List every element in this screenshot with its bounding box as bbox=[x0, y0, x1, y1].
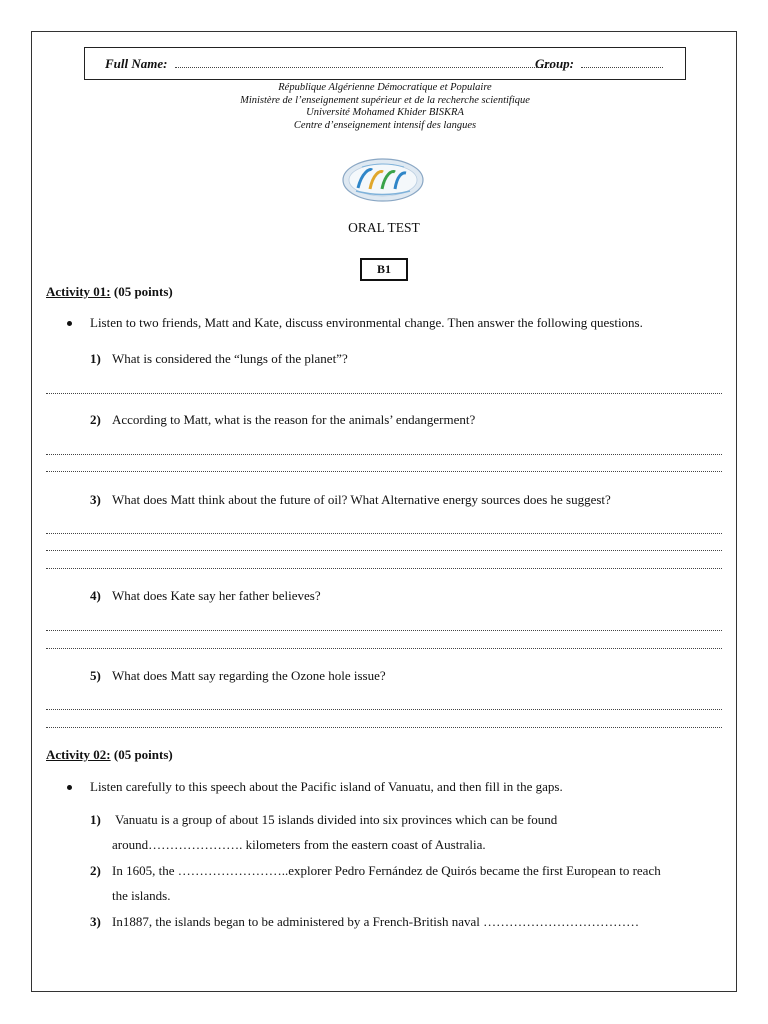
gap-item-1 bbox=[90, 807, 730, 857]
name-group-box bbox=[84, 47, 686, 80]
answer-line[interactable] bbox=[46, 709, 722, 710]
question-number: 1) bbox=[90, 351, 101, 366]
gap-item-text: Vanuatu is a group of about 15 islands divided into six provinces which can be found bbox=[112, 812, 558, 827]
group-label: Group: bbox=[535, 56, 575, 71]
gap-item-text[interactable]: In 1605, the ……………………..explorer Pedro Fernández de Quirós became the first European to reach bbox=[112, 863, 661, 878]
gap-item-text-continued: the islands. bbox=[112, 888, 171, 903]
answer-line[interactable] bbox=[46, 533, 722, 534]
test-title: ORAL TEST bbox=[348, 220, 420, 235]
activity-02-heading bbox=[46, 747, 173, 763]
gap-item-number: 3) bbox=[90, 914, 101, 929]
answer-line[interactable] bbox=[46, 550, 722, 551]
bullet-icon bbox=[67, 321, 72, 326]
answer-line[interactable] bbox=[46, 727, 722, 728]
question-number: 2) bbox=[90, 412, 101, 427]
activity-01-instruction: Listen to two friends, Matt and Kate, discuss environmental change. Then answer the following questions. bbox=[90, 315, 643, 330]
level-badge: B1 bbox=[360, 258, 408, 281]
answer-line[interactable] bbox=[46, 630, 722, 631]
question-5 bbox=[90, 668, 386, 684]
institution-line: Centre d’enseignement intensif des langues bbox=[293, 119, 477, 131]
gap-item-2 bbox=[90, 858, 730, 908]
question-number: 5) bbox=[90, 668, 101, 683]
institution-header bbox=[84, 82, 686, 132]
question-4 bbox=[90, 588, 321, 604]
activity-01-points: (05 points) bbox=[113, 284, 173, 299]
activity-02-title: Activity 02: bbox=[46, 747, 111, 762]
activity-02-instruction: Listen carefully to this speech about the Pacific island of Vanuatu, and then fill in the gaps. bbox=[90, 779, 563, 794]
ceil-logo-icon bbox=[342, 158, 424, 202]
gap-item-number: 2) bbox=[90, 863, 101, 878]
activity-02-points: (05 points) bbox=[113, 747, 173, 762]
gap-item-text[interactable]: In1887, the islands began to be administered by a French-British naval ……………………………… bbox=[112, 914, 640, 929]
institution-line: République Algérienne Démocratique et Populaire bbox=[278, 82, 492, 93]
full-name-label: Full Name: bbox=[105, 56, 168, 71]
question-number: 3) bbox=[90, 492, 101, 507]
answer-line[interactable] bbox=[46, 454, 722, 455]
question-3 bbox=[90, 492, 611, 508]
gap-item-3 bbox=[90, 909, 730, 934]
question-text: What is considered the “lungs of the planet”? bbox=[112, 351, 348, 366]
question-text: According to Matt, what is the reason for the animals’ endangerment? bbox=[112, 412, 476, 427]
answer-line[interactable] bbox=[46, 648, 722, 649]
answer-line[interactable] bbox=[46, 568, 722, 569]
institution-line: Université Mohamed Khider BISKRA bbox=[306, 107, 464, 118]
activity-01-title: Activity 01: bbox=[46, 284, 111, 299]
institution-line: Ministère de l’enseignement supérieur et de la recherche scientifique bbox=[240, 94, 530, 106]
answer-line[interactable] bbox=[46, 393, 722, 394]
activity-01-heading bbox=[46, 284, 173, 300]
bullet-icon bbox=[67, 785, 72, 790]
gap-item-number: 1) bbox=[90, 812, 101, 827]
gap-item-text-continued[interactable]: around…………………. kilometers from the eastern coast of Australia. bbox=[112, 837, 486, 852]
question-1 bbox=[90, 351, 348, 367]
group-field[interactable] bbox=[581, 67, 663, 68]
full-name-field[interactable] bbox=[175, 67, 551, 68]
question-number: 4) bbox=[90, 588, 101, 603]
answer-line[interactable] bbox=[46, 471, 722, 472]
question-text: What does Kate say her father believes? bbox=[112, 588, 321, 603]
question-2 bbox=[90, 412, 475, 428]
question-text: What does Matt think about the future of oil? What Alternative energy sources does he suggest? bbox=[112, 492, 611, 507]
question-text: What does Matt say regarding the Ozone hole issue? bbox=[112, 668, 386, 683]
